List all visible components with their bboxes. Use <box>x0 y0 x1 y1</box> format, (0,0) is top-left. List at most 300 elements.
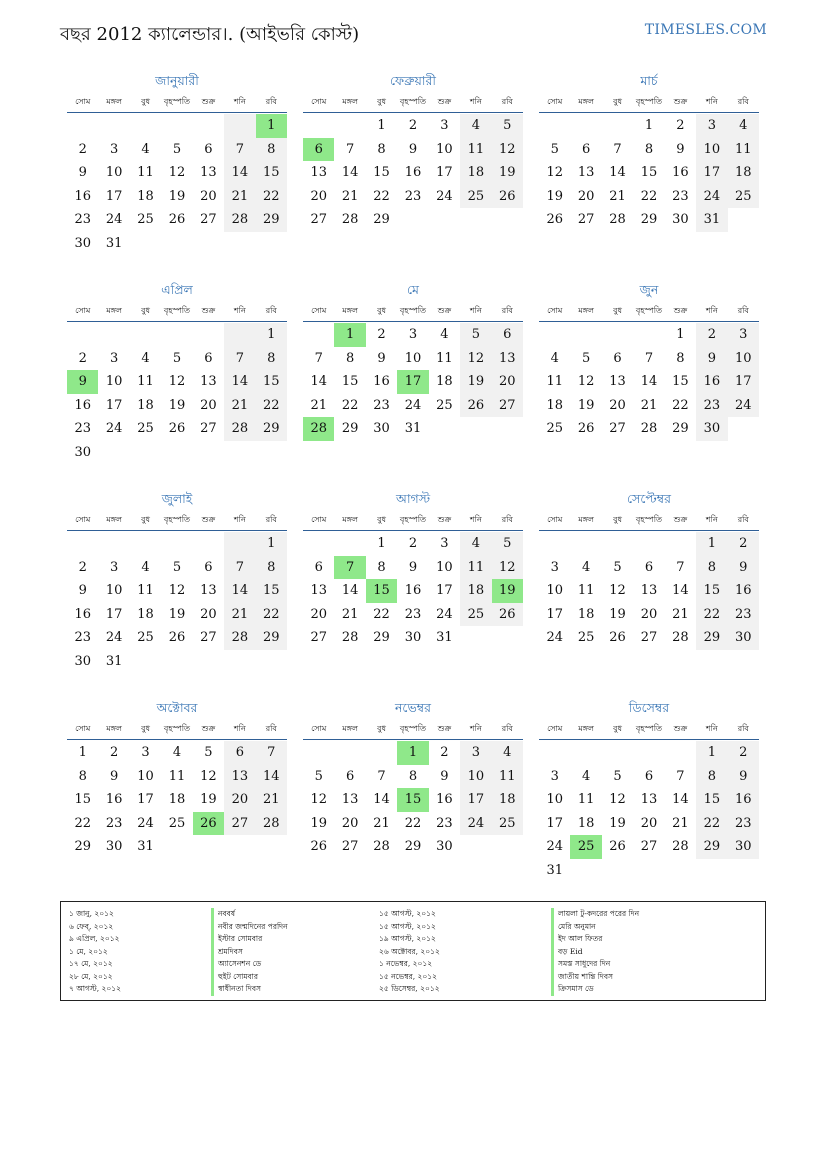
day-cell[interactable]: 25 <box>460 185 491 209</box>
day-cell[interactable]: 21 <box>672 815 689 831</box>
day-cell[interactable]: 2 <box>676 118 685 134</box>
day-cell[interactable]: 20 <box>310 188 327 204</box>
day-cell[interactable]: 23 <box>728 812 759 836</box>
day-cell[interactable]: 13 <box>609 374 626 390</box>
day-cell[interactable]: 7 <box>224 556 255 580</box>
day-cell[interactable]: 15 <box>696 579 727 603</box>
day-cell[interactable]: 31 <box>696 208 727 232</box>
holiday-day-cell[interactable]: 6 <box>303 138 334 162</box>
day-cell[interactable]: 17 <box>546 606 563 622</box>
day-cell[interactable]: 15 <box>696 788 727 812</box>
day-cell[interactable]: 24 <box>436 188 453 204</box>
day-cell[interactable]: 16 <box>728 579 759 603</box>
day-cell[interactable]: 12 <box>168 374 186 390</box>
day-cell[interactable]: 19 <box>546 188 563 204</box>
day-cell[interactable]: 4 <box>141 559 150 575</box>
day-cell[interactable]: 4 <box>141 350 150 366</box>
holiday-day-cell[interactable]: 1 <box>397 741 428 765</box>
day-cell[interactable]: 14 <box>256 765 287 789</box>
day-cell[interactable]: 8 <box>377 141 386 157</box>
day-cell[interactable]: 24 <box>404 397 422 413</box>
day-cell[interactable]: 24 <box>546 839 563 855</box>
day-cell[interactable]: 10 <box>404 350 422 366</box>
day-cell[interactable]: 2 <box>696 323 727 347</box>
day-cell[interactable]: 21 <box>373 815 390 831</box>
day-cell[interactable]: 9 <box>440 768 449 784</box>
day-cell[interactable]: 19 <box>460 370 491 394</box>
holiday-day-cell[interactable]: 15 <box>366 579 397 603</box>
day-cell[interactable]: 23 <box>728 603 759 627</box>
day-cell[interactable]: 4 <box>581 559 591 575</box>
day-cell[interactable]: 29 <box>640 212 658 228</box>
holiday-day-cell[interactable]: 9 <box>67 370 98 394</box>
day-cell[interactable]: 4 <box>550 350 559 366</box>
day-cell[interactable]: 27 <box>341 839 359 855</box>
day-cell[interactable]: 12 <box>168 583 186 599</box>
day-cell[interactable]: 3 <box>408 327 418 343</box>
day-cell[interactable]: 1 <box>78 745 87 761</box>
day-cell[interactable]: 21 <box>224 603 255 627</box>
day-cell[interactable]: 23 <box>74 421 91 437</box>
holiday-day-cell[interactable]: 7 <box>334 556 365 580</box>
day-cell[interactable]: 8 <box>256 347 287 371</box>
day-cell[interactable]: 23 <box>373 397 390 413</box>
day-cell[interactable]: 1 <box>644 118 654 134</box>
day-cell[interactable]: 8 <box>696 765 727 789</box>
day-cell[interactable]: 14 <box>373 792 390 808</box>
day-cell[interactable]: 25 <box>137 421 154 437</box>
day-cell[interactable]: 31 <box>404 421 422 437</box>
day-cell[interactable]: 26 <box>168 630 186 646</box>
holiday-day-cell[interactable]: 25 <box>570 835 601 859</box>
day-cell[interactable]: 11 <box>168 768 186 784</box>
day-cell[interactable]: 27 <box>310 630 327 646</box>
day-cell[interactable]: 12 <box>168 165 186 181</box>
day-cell[interactable]: 17 <box>546 815 563 831</box>
day-cell[interactable]: 23 <box>105 815 123 831</box>
day-cell[interactable]: 20 <box>310 606 327 622</box>
day-cell[interactable]: 28 <box>672 630 689 646</box>
day-cell[interactable]: 3 <box>460 741 491 765</box>
day-cell[interactable]: 7 <box>676 559 685 575</box>
day-cell[interactable]: 4 <box>172 745 182 761</box>
holiday-day-cell[interactable]: 1 <box>256 114 287 138</box>
day-cell[interactable]: 17 <box>728 370 759 394</box>
day-cell[interactable]: 10 <box>728 347 759 371</box>
day-cell[interactable]: 20 <box>200 188 217 204</box>
day-cell[interactable]: 16 <box>105 792 123 808</box>
day-cell[interactable]: 22 <box>256 394 287 418</box>
day-cell[interactable]: 7 <box>224 347 255 371</box>
day-cell[interactable]: 8 <box>256 556 287 580</box>
day-cell[interactable]: 8 <box>345 350 355 366</box>
day-cell[interactable]: 29 <box>256 626 287 650</box>
day-cell[interactable]: 12 <box>609 792 626 808</box>
day-cell[interactable]: 20 <box>492 370 523 394</box>
day-cell[interactable]: 11 <box>492 765 523 789</box>
day-cell[interactable]: 23 <box>436 815 453 831</box>
day-cell[interactable]: 3 <box>109 350 119 366</box>
day-cell[interactable]: 16 <box>74 188 91 204</box>
day-cell[interactable]: 26 <box>310 839 327 855</box>
day-cell[interactable]: 30 <box>105 839 123 855</box>
day-cell[interactable]: 4 <box>141 141 150 157</box>
day-cell[interactable]: 2 <box>377 327 386 343</box>
day-cell[interactable]: 9 <box>728 556 759 580</box>
day-cell[interactable]: 29 <box>256 208 287 232</box>
holiday-day-cell[interactable]: 19 <box>492 579 523 603</box>
day-cell[interactable]: 19 <box>609 606 626 622</box>
day-cell[interactable]: 5 <box>172 350 182 366</box>
day-cell[interactable]: 27 <box>577 212 595 228</box>
day-cell[interactable]: 9 <box>676 141 685 157</box>
day-cell[interactable]: 10 <box>105 583 123 599</box>
day-cell[interactable]: 11 <box>577 583 595 599</box>
day-cell[interactable]: 22 <box>256 603 287 627</box>
day-cell[interactable]: 16 <box>436 792 453 808</box>
day-cell[interactable]: 12 <box>200 768 217 784</box>
day-cell[interactable]: 30 <box>696 417 727 441</box>
day-cell[interactable]: 29 <box>696 835 727 859</box>
day-cell[interactable]: 28 <box>341 630 359 646</box>
day-cell[interactable]: 19 <box>492 161 523 185</box>
day-cell[interactable]: 24 <box>105 421 123 437</box>
day-cell[interactable]: 29 <box>74 839 91 855</box>
day-cell[interactable]: 5 <box>613 559 622 575</box>
day-cell[interactable]: 24 <box>436 606 453 622</box>
day-cell[interactable]: 25 <box>728 185 759 209</box>
day-cell[interactable]: 10 <box>436 141 453 157</box>
day-cell[interactable]: 15 <box>640 165 658 181</box>
day-cell[interactable]: 29 <box>672 421 689 437</box>
day-cell[interactable]: 7 <box>345 141 355 157</box>
day-cell[interactable]: 2 <box>408 536 418 552</box>
day-cell[interactable]: 19 <box>168 397 186 413</box>
day-cell[interactable]: 19 <box>168 606 186 622</box>
day-cell[interactable]: 28 <box>341 212 359 228</box>
day-cell[interactable]: 23 <box>404 188 422 204</box>
day-cell[interactable]: 27 <box>609 421 626 437</box>
day-cell[interactable]: 19 <box>168 188 186 204</box>
day-cell[interactable]: 17 <box>436 165 453 181</box>
day-cell[interactable]: 12 <box>310 792 327 808</box>
day-cell[interactable]: 4 <box>492 741 523 765</box>
day-cell[interactable]: 21 <box>310 397 327 413</box>
day-cell[interactable]: 22 <box>74 815 91 831</box>
day-cell[interactable]: 1 <box>377 118 386 134</box>
day-cell[interactable]: 3 <box>440 536 449 552</box>
day-cell[interactable]: 30 <box>74 235 91 251</box>
day-cell[interactable]: 26 <box>168 421 186 437</box>
day-cell[interactable]: 9 <box>696 347 727 371</box>
day-cell[interactable]: 13 <box>200 374 217 390</box>
day-cell[interactable]: 10 <box>436 559 453 575</box>
day-cell[interactable]: 18 <box>137 397 154 413</box>
day-cell[interactable]: 29 <box>696 626 727 650</box>
day-cell[interactable]: 25 <box>577 630 595 646</box>
day-cell[interactable]: 21 <box>256 788 287 812</box>
day-cell[interactable]: 19 <box>200 792 217 808</box>
day-cell[interactable]: 22 <box>640 188 658 204</box>
day-cell[interactable]: 18 <box>460 161 491 185</box>
day-cell[interactable]: 9 <box>78 583 87 599</box>
day-cell[interactable]: 5 <box>204 745 213 761</box>
day-cell[interactable]: 2 <box>728 741 759 765</box>
day-cell[interactable]: 3 <box>728 323 759 347</box>
day-cell[interactable]: 22 <box>404 815 422 831</box>
day-cell[interactable]: 4 <box>460 114 491 138</box>
day-cell[interactable]: 28 <box>373 839 390 855</box>
day-cell[interactable]: 17 <box>696 161 727 185</box>
day-cell[interactable]: 13 <box>492 347 523 371</box>
day-cell[interactable]: 21 <box>609 188 626 204</box>
day-cell[interactable]: 6 <box>204 559 213 575</box>
day-cell[interactable]: 4 <box>581 768 591 784</box>
day-cell[interactable]: 18 <box>577 606 595 622</box>
day-cell[interactable]: 21 <box>672 606 689 622</box>
day-cell[interactable]: 7 <box>644 350 654 366</box>
day-cell[interactable]: 20 <box>640 606 658 622</box>
day-cell[interactable]: 20 <box>224 788 255 812</box>
day-cell[interactable]: 11 <box>137 583 154 599</box>
day-cell[interactable]: 15 <box>256 370 287 394</box>
day-cell[interactable]: 3 <box>550 559 559 575</box>
day-cell[interactable]: 6 <box>492 323 523 347</box>
day-cell[interactable]: 17 <box>105 397 123 413</box>
day-cell[interactable]: 22 <box>696 812 727 836</box>
day-cell[interactable]: 11 <box>436 350 453 366</box>
day-cell[interactable]: 18 <box>546 397 563 413</box>
site-link[interactable]: TIMESLES.COM <box>644 22 767 38</box>
day-cell[interactable]: 16 <box>74 397 91 413</box>
day-cell[interactable]: 8 <box>696 556 727 580</box>
day-cell[interactable]: 26 <box>609 630 626 646</box>
day-cell[interactable]: 10 <box>105 374 123 390</box>
day-cell[interactable]: 30 <box>728 835 759 859</box>
day-cell[interactable]: 2 <box>78 559 87 575</box>
day-cell[interactable]: 25 <box>492 812 523 836</box>
day-cell[interactable]: 20 <box>200 606 217 622</box>
day-cell[interactable]: 7 <box>377 768 386 784</box>
day-cell[interactable]: 22 <box>373 606 390 622</box>
day-cell[interactable]: 18 <box>168 792 186 808</box>
day-cell[interactable]: 26 <box>492 185 523 209</box>
day-cell[interactable]: 8 <box>377 559 386 575</box>
day-cell[interactable]: 24 <box>546 630 563 646</box>
day-cell[interactable]: 3 <box>696 114 727 138</box>
day-cell[interactable]: 26 <box>577 421 595 437</box>
day-cell[interactable]: 1 <box>696 741 727 765</box>
day-cell[interactable]: 3 <box>141 745 150 761</box>
day-cell[interactable]: 7 <box>256 741 287 765</box>
day-cell[interactable]: 30 <box>728 626 759 650</box>
day-cell[interactable]: 25 <box>460 603 491 627</box>
day-cell[interactable]: 11 <box>460 556 491 580</box>
day-cell[interactable]: 5 <box>492 532 523 556</box>
day-cell[interactable]: 2 <box>78 141 87 157</box>
day-cell[interactable]: 3 <box>550 768 559 784</box>
day-cell[interactable]: 16 <box>728 788 759 812</box>
day-cell[interactable]: 18 <box>137 606 154 622</box>
day-cell[interactable]: 20 <box>609 397 626 413</box>
day-cell[interactable]: 13 <box>341 792 359 808</box>
day-cell[interactable]: 27 <box>640 839 658 855</box>
day-cell[interactable]: 30 <box>404 630 422 646</box>
day-cell[interactable]: 8 <box>676 350 685 366</box>
day-cell[interactable]: 17 <box>436 583 453 599</box>
day-cell[interactable]: 18 <box>492 788 523 812</box>
day-cell[interactable]: 9 <box>408 559 418 575</box>
holiday-day-cell[interactable]: 1 <box>334 323 365 347</box>
day-cell[interactable]: 1 <box>696 532 727 556</box>
day-cell[interactable]: 9 <box>109 768 119 784</box>
day-cell[interactable]: 10 <box>546 792 563 808</box>
day-cell[interactable]: 10 <box>546 583 563 599</box>
day-cell[interactable]: 14 <box>341 165 359 181</box>
day-cell[interactable]: 5 <box>314 768 323 784</box>
day-cell[interactable]: 27 <box>492 394 523 418</box>
day-cell[interactable]: 28 <box>640 421 658 437</box>
day-cell[interactable]: 18 <box>460 579 491 603</box>
day-cell[interactable]: 28 <box>672 839 689 855</box>
day-cell[interactable]: 14 <box>672 583 689 599</box>
day-cell[interactable]: 28 <box>609 212 626 228</box>
day-cell[interactable]: 24 <box>137 815 154 831</box>
day-cell[interactable]: 13 <box>200 583 217 599</box>
day-cell[interactable]: 7 <box>314 350 323 366</box>
day-cell[interactable]: 13 <box>640 583 658 599</box>
day-cell[interactable]: 28 <box>224 626 255 650</box>
day-cell[interactable]: 12 <box>546 165 563 181</box>
day-cell[interactable]: 15 <box>256 161 287 185</box>
day-cell[interactable]: 20 <box>200 397 217 413</box>
day-cell[interactable]: 26 <box>168 212 186 228</box>
day-cell[interactable]: 23 <box>74 630 91 646</box>
day-cell[interactable]: 29 <box>373 630 390 646</box>
day-cell[interactable]: 21 <box>224 394 255 418</box>
day-cell[interactable]: 5 <box>460 323 491 347</box>
day-cell[interactable]: 9 <box>408 141 418 157</box>
day-cell[interactable]: 10 <box>696 138 727 162</box>
day-cell[interactable]: 2 <box>78 350 87 366</box>
day-cell[interactable]: 31 <box>546 862 563 878</box>
day-cell[interactable]: 12 <box>609 583 626 599</box>
day-cell[interactable]: 6 <box>204 350 213 366</box>
day-cell[interactable]: 15 <box>341 374 359 390</box>
day-cell[interactable]: 16 <box>696 370 727 394</box>
day-cell[interactable]: 22 <box>672 397 689 413</box>
holiday-day-cell[interactable]: 17 <box>397 370 428 394</box>
day-cell[interactable]: 14 <box>640 374 658 390</box>
day-cell[interactable]: 3 <box>109 141 119 157</box>
day-cell[interactable]: 8 <box>644 141 654 157</box>
day-cell[interactable]: 7 <box>613 141 622 157</box>
day-cell[interactable]: 19 <box>609 815 626 831</box>
day-cell[interactable]: 31 <box>436 630 453 646</box>
day-cell[interactable]: 30 <box>74 653 91 669</box>
day-cell[interactable]: 12 <box>492 138 523 162</box>
day-cell[interactable]: 18 <box>728 161 759 185</box>
day-cell[interactable]: 3 <box>109 559 119 575</box>
holiday-day-cell[interactable]: 15 <box>397 788 428 812</box>
day-cell[interactable]: 6 <box>224 741 255 765</box>
day-cell[interactable]: 6 <box>345 768 355 784</box>
day-cell[interactable]: 20 <box>341 815 359 831</box>
day-cell[interactable]: 21 <box>224 185 255 209</box>
day-cell[interactable]: 10 <box>137 768 154 784</box>
day-cell[interactable]: 26 <box>492 603 523 627</box>
day-cell[interactable]: 18 <box>137 188 154 204</box>
day-cell[interactable]: 1 <box>256 532 287 556</box>
day-cell[interactable]: 23 <box>404 606 422 622</box>
day-cell[interactable]: 30 <box>672 212 689 228</box>
day-cell[interactable]: 5 <box>581 350 591 366</box>
day-cell[interactable]: 19 <box>577 397 595 413</box>
day-cell[interactable]: 25 <box>436 397 453 413</box>
day-cell[interactable]: 27 <box>200 421 217 437</box>
day-cell[interactable]: 18 <box>577 815 595 831</box>
day-cell[interactable]: 5 <box>172 559 182 575</box>
holiday-day-cell[interactable]: 26 <box>193 812 224 836</box>
day-cell[interactable]: 13 <box>310 165 327 181</box>
day-cell[interactable]: 23 <box>74 212 91 228</box>
day-cell[interactable]: 27 <box>224 812 255 836</box>
day-cell[interactable]: 9 <box>728 765 759 789</box>
day-cell[interactable]: 23 <box>672 188 689 204</box>
day-cell[interactable]: 26 <box>609 839 626 855</box>
day-cell[interactable]: 16 <box>74 606 91 622</box>
day-cell[interactable]: 16 <box>672 165 689 181</box>
day-cell[interactable]: 3 <box>440 118 449 134</box>
day-cell[interactable]: 25 <box>137 630 154 646</box>
day-cell[interactable]: 20 <box>577 188 595 204</box>
day-cell[interactable]: 1 <box>377 536 386 552</box>
day-cell[interactable]: 5 <box>492 114 523 138</box>
day-cell[interactable]: 17 <box>105 188 123 204</box>
day-cell[interactable]: 6 <box>314 559 323 575</box>
day-cell[interactable]: 28 <box>256 812 287 836</box>
day-cell[interactable]: 15 <box>74 792 91 808</box>
day-cell[interactable]: 29 <box>404 839 422 855</box>
day-cell[interactable]: 9 <box>377 350 386 366</box>
day-cell[interactable]: 5 <box>613 768 622 784</box>
day-cell[interactable]: 15 <box>672 374 689 390</box>
day-cell[interactable]: 29 <box>256 417 287 441</box>
day-cell[interactable]: 14 <box>224 370 255 394</box>
day-cell[interactable]: 24 <box>460 812 491 836</box>
day-cell[interactable]: 11 <box>577 792 595 808</box>
day-cell[interactable]: 6 <box>581 141 591 157</box>
day-cell[interactable]: 6 <box>204 141 213 157</box>
day-cell[interactable]: 16 <box>404 583 422 599</box>
day-cell[interactable]: 10 <box>105 165 123 181</box>
day-cell[interactable]: 14 <box>310 374 327 390</box>
day-cell[interactable]: 25 <box>137 212 154 228</box>
day-cell[interactable]: 20 <box>640 815 658 831</box>
day-cell[interactable]: 13 <box>577 165 595 181</box>
day-cell[interactable]: 27 <box>200 630 217 646</box>
day-cell[interactable]: 8 <box>78 768 87 784</box>
day-cell[interactable]: 17 <box>105 606 123 622</box>
day-cell[interactable]: 30 <box>373 421 390 437</box>
day-cell[interactable]: 14 <box>609 165 626 181</box>
day-cell[interactable]: 10 <box>460 765 491 789</box>
day-cell[interactable]: 21 <box>341 188 359 204</box>
day-cell[interactable]: 2 <box>408 118 418 134</box>
day-cell[interactable]: 31 <box>105 653 123 669</box>
day-cell[interactable]: 14 <box>224 579 255 603</box>
day-cell[interactable]: 15 <box>256 579 287 603</box>
